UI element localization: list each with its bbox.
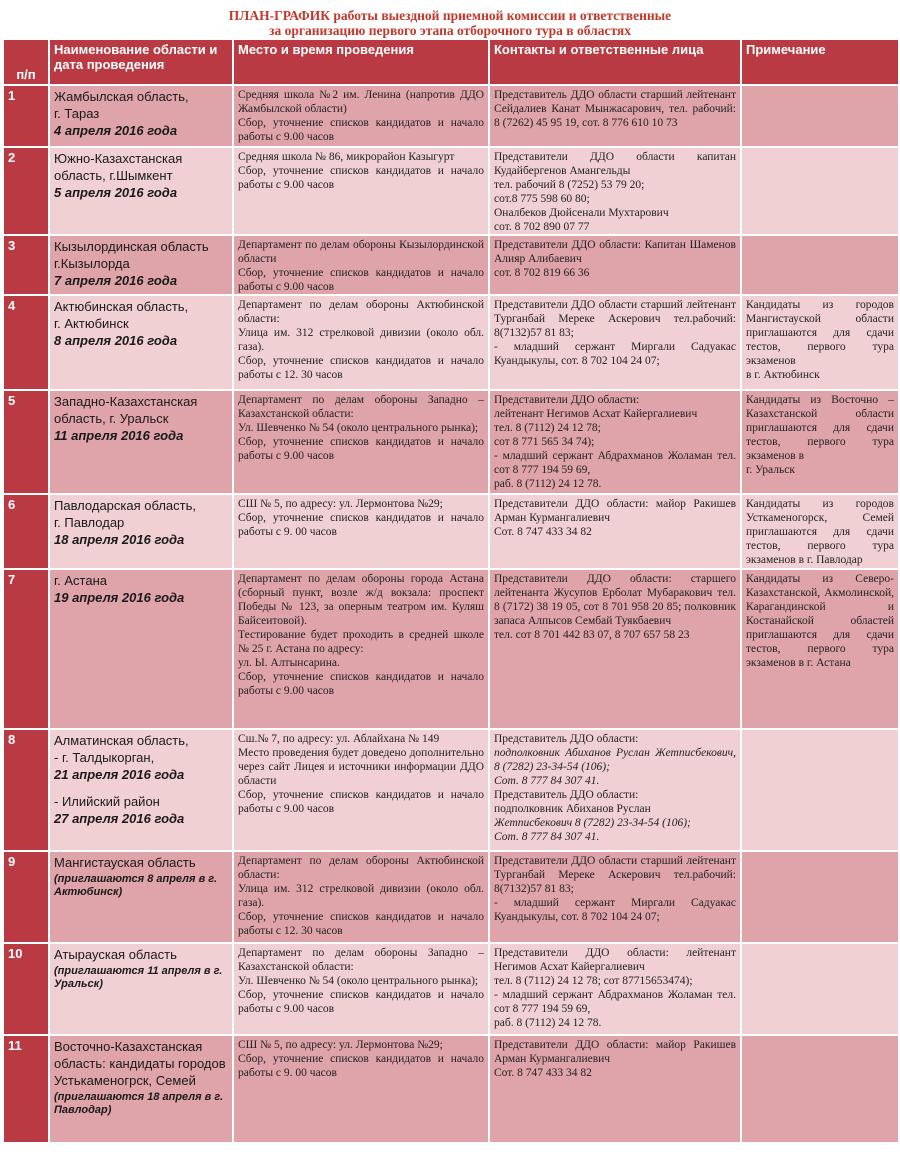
place-line: Департамент по делам обороны Актюбинской области: [238, 299, 484, 325]
contacts-cell [489, 147, 741, 235]
title-line-1: ПЛАН-ГРАФИК работы выездной приемной комиссии и ответственные [228, 8, 672, 23]
contacts-cell [489, 851, 741, 943]
place-cell [233, 851, 489, 943]
schedule-table [2, 38, 900, 1144]
region-name: Восточно-Казахстанская область: кандидаты городов Устькаменогрск, Семей [54, 1039, 226, 1088]
region-cell [49, 494, 233, 569]
note-line: Кандидаты из Восточно – Казахстанской области приглашаются для сдачи тестов, первого тура экзаменов в [746, 394, 894, 462]
contact-line: - младший сержант Абдрахманов Жоламан тел. сот 8 777 194 59 69, [494, 989, 736, 1015]
table-row [3, 943, 899, 1035]
region-cell [49, 295, 233, 390]
spacer [54, 783, 228, 793]
place-cell [233, 569, 489, 729]
place-cell [233, 390, 489, 494]
contact-line: Представители ДДО области: майор Ракишев Арман Курмангалиевич [494, 1039, 736, 1065]
region-cell [49, 569, 233, 729]
table-row [3, 851, 899, 943]
place-line: Сбор, уточнение списков кандидатов и начало работы с 9.00 часов [238, 436, 484, 462]
place-line: СШ № 5, по адресу: ул. Лермонтова №29; [238, 1039, 443, 1051]
note-cell [741, 235, 899, 295]
place-line: Департамент по делам обороны города Астана (сборный пункт, возле ж/д вокзала: проспект Победы № 123, за оперным театром им. Куляш Байсеитовой). [238, 573, 484, 627]
region-name: Мангистауская область [54, 855, 196, 870]
header-region: Наименование области и дата проведения [49, 39, 233, 85]
region-cell [49, 147, 233, 235]
contact-line: Жетписбекович 8 (7282) 23-34-54 (106); [494, 817, 691, 829]
contact-line: Сот. 8 747 433 34 82 [494, 1067, 592, 1079]
contact-line: Представители ДДО области: лейтенант Негимов Асхат Кайергалиевич [494, 947, 736, 973]
event-date: 7 апреля 2016 года [54, 273, 178, 288]
note-line: Кандидаты из Северо-Казахстанской, Акмолинской, Карагандинской и Костанайской областей приглашаются для сдачи тестов, первого тура экзаменов в г. Астана [746, 573, 894, 669]
contact-line: Представители ДДО области старший лейтенант Турганбай Мереке Аскерович тел.рабочий: 8(7132)57 81 83; [494, 299, 736, 339]
place-line: Сбор, уточнение списков кандидатов и начало работы с 9.00 часов [238, 789, 484, 815]
contact-line: сот.8 775 598 60 80; [494, 193, 590, 205]
place-cell [233, 1035, 489, 1143]
place-line: Сбор, уточнение списков кандидатов и начало работы с 9. 00 часов [238, 512, 484, 538]
place-line: Средняя школа №2 им. Ленина (напротив ДДО Жамбылской области) [238, 89, 484, 115]
contact-line: - младший сержант Миргали Садуакас Куандыкулы, сот. 8 702 104 24 07; [494, 341, 736, 367]
event-date: 5 апреля 2016 года [54, 185, 178, 200]
header-num: п/п [3, 39, 49, 85]
event-date: 8 апреля 2016 года [54, 333, 178, 348]
contacts-cell [489, 494, 741, 569]
table-row [3, 390, 899, 494]
contact-line: сот. 8 702 819 66 36 [494, 267, 590, 279]
event-date: 18 апреля 2016 года [54, 532, 185, 547]
invitation-note: (приглашаются 18 апреля в г. Павлодар) [54, 1091, 224, 1116]
region-name: Жамбылская область, [54, 89, 189, 104]
contact-line: Представитель ДДО области старший лейтенант Сейдалиев Канат Мынжасарович, тел. рабочий: 8 (7262) 45 95 19, сот. 8 776 610 10 73 [494, 89, 736, 129]
contacts-cell [489, 390, 741, 494]
place-line: Место проведения будет доведено дополнительно через сайт Лицея и источники информации ДДО области [238, 747, 484, 787]
place-line: ул. Ы. Алтынсарина. [238, 657, 340, 669]
row-number: 3 [3, 235, 49, 295]
place-cell [233, 295, 489, 390]
region-cell [49, 1035, 233, 1143]
place-line: Сбор, уточнение списков кандидатов и начало работы с 9. 00 часов [238, 1053, 484, 1079]
place-line: Департамент по делам обороны Актюбинской области: [238, 855, 484, 881]
region-name: г. Павлодар [54, 515, 125, 530]
table-row [3, 494, 899, 569]
note-cell [741, 1035, 899, 1143]
note-line: Кандидаты из городов Усткаменогорск, Семей приглашаются для сдачи тестов, первого тура экзаменов в г. Павлодар [746, 498, 894, 566]
contact-line: Представители ДДО области капитан Кудайбергенов Амангельды [494, 151, 736, 177]
row-number: 10 [3, 943, 49, 1035]
region-name: - Илийский район [54, 794, 160, 809]
place-line: Сбор, уточнение списков кандидатов и начало работы с 9.00 часов [238, 989, 484, 1015]
place-line: Улица им. 312 стрелковой дивизии (около обл. газа). [238, 883, 484, 909]
header-row [3, 39, 899, 85]
contact-line: - младший сержант Абдрахманов Жоламан тел. сот 8 777 194 59 69, [494, 450, 736, 476]
place-line: Департамент по делам обороны Кызылординской области [238, 239, 484, 265]
place-line: Сбор, уточнение списков кандидатов и начало работы с 12. 30 часов [238, 911, 484, 937]
table-row [3, 569, 899, 729]
table-row [3, 1035, 899, 1143]
contact-line: Представитель ДДО области: [494, 733, 639, 745]
place-line: Ул. Шевченко № 54 (около центрального рынка); [238, 975, 479, 987]
note-line: г. Уральск [746, 464, 795, 476]
contact-line: Сот. 8 777 84 307 41. [494, 775, 600, 787]
place-cell [233, 494, 489, 569]
contact-line: лейтенант Негимов Асхат Кайергалиевич [494, 408, 698, 420]
row-number: 6 [3, 494, 49, 569]
contacts-cell [489, 235, 741, 295]
region-cell [49, 943, 233, 1035]
place-line: Сбор, уточнение списков кандидатов и начало работы с 9.00 часов [238, 267, 484, 293]
contact-line: Представители ДДО области старший лейтенант Турганбай Мереке Аскерович тел.рабочий: 8(7132)57 81 83; [494, 855, 736, 895]
note-cell [741, 295, 899, 390]
schedule-body [3, 85, 899, 1143]
region-name: Атырауская область [54, 947, 177, 962]
contact-line: раб. 8 (7112) 24 12 78. [494, 478, 602, 490]
document-title [0, 0, 900, 38]
region-name: - г. Талдыкорган, [54, 750, 155, 765]
note-cell [741, 943, 899, 1035]
contact-line: тел. сот 8 701 442 83 07, 8 707 657 58 23 [494, 629, 690, 641]
place-line: Сбор, уточнение списков кандидатов и начало работы с 9.00 часов [238, 671, 484, 697]
contact-line: тел. рабочий 8 (7252) 53 79 20; [494, 179, 645, 191]
row-number: 7 [3, 569, 49, 729]
place-cell [233, 943, 489, 1035]
table-row [3, 235, 899, 295]
row-number: 8 [3, 729, 49, 851]
event-date: 11 апреля 2016 года [54, 428, 184, 443]
note-cell [741, 494, 899, 569]
region-name: Кызылординская область г.Кызылорда [54, 239, 209, 271]
row-number: 9 [3, 851, 49, 943]
contact-line: Оналбеков Дюйсенали Мухтарович [494, 207, 669, 219]
region-name: Западно-Казахстанская область, г. Уральск [54, 394, 198, 426]
place-cell [233, 147, 489, 235]
invitation-note: (приглашаются 8 апреля в г. Актюбинск) [54, 873, 218, 898]
contact-line: Представители ДДО области: майор Ракишев Арман Курмангалиевич [494, 498, 736, 524]
region-name: г. Астана [54, 573, 107, 588]
place-line: Тестирование будет проходить в средней школе № 25 г. Астана по адресу: [238, 629, 484, 655]
contact-line: подполковник Абиханов Руслан Жетписбекович, 8 (7282) 23-34-54 (106); [494, 747, 736, 773]
place-line: Средняя школа № 86, микрорайон Казыгурт [238, 151, 455, 163]
event-date: 21 апреля 2016 года [54, 767, 185, 782]
region-cell [49, 729, 233, 851]
contacts-cell [489, 1035, 741, 1143]
row-number: 1 [3, 85, 49, 147]
contact-line: - младший сержант Миргали Садуакас Куандыкулы, сот. 8 702 104 24 07; [494, 897, 736, 923]
place-line: Ул. Шевченко № 54 (около центрального рынка); [238, 422, 479, 434]
note-line: в г. Актюбинск [746, 369, 820, 381]
note-cell [741, 729, 899, 851]
place-line: Департамент по делам обороны Западно – Казахстанской области: [238, 394, 484, 420]
contact-line: тел. 8 (7112) 24 12 78; сот 87715653474); [494, 975, 693, 987]
region-name: Актюбинская область, [54, 299, 189, 314]
contacts-cell [489, 943, 741, 1035]
contact-line: Представители ДДО области: старшего лейтенанта Жусупов Ерболат Мубаракович тел. 8 (7172) 38 19 05, сот 8 701 958 20 85; полковник запаса Алпысов Сембай Туякбаевич [494, 573, 736, 627]
place-line: Сш.№ 7, по адресу: ул. Аблайхана № 149 [238, 733, 440, 745]
region-name: г. Актюбинск [54, 316, 129, 331]
note-cell [741, 851, 899, 943]
place-line: Сбор, уточнение списков кандидатов и начало работы с 12. 30 часов [238, 355, 484, 381]
contacts-cell [489, 569, 741, 729]
place-line: Улица им. 312 стрелковой дивизии (около обл. газа). [238, 327, 484, 353]
place-cell [233, 729, 489, 851]
contacts-cell [489, 85, 741, 147]
header-note: Примечание [741, 39, 899, 85]
event-date: 27 апреля 2016 года [54, 811, 185, 826]
region-cell [49, 235, 233, 295]
region-cell [49, 851, 233, 943]
place-line: СШ № 5, по адресу: ул. Лермонтова №29; [238, 498, 443, 510]
table-row [3, 729, 899, 851]
contact-line: Представители ДДО области: [494, 394, 640, 406]
contact-line: подполковник Абиханов Руслан [494, 803, 651, 815]
contact-line: раб. 8 (7112) 24 12 78. [494, 1017, 602, 1029]
header-contacts: Контакты и ответственные лица [489, 39, 741, 85]
row-number: 11 [3, 1035, 49, 1143]
place-cell [233, 85, 489, 147]
place-line: Сбор, уточнение списков кандидатов и начало работы с 9.00 часов [238, 165, 484, 191]
region-name: Южно-Казахстанская область, г.Шымкент [54, 151, 183, 183]
note-cell [741, 569, 899, 729]
region-name: Алматинская область, [54, 733, 189, 748]
region-cell [49, 390, 233, 494]
contact-line: Представители ДДО области: Капитан Шаменов Алияр Алибаевич [494, 239, 736, 265]
contact-line: Представитель ДДО области: [494, 789, 639, 801]
table-row [3, 85, 899, 147]
row-number: 5 [3, 390, 49, 494]
event-date: 4 апреля 2016 года [54, 123, 178, 138]
table-row [3, 295, 899, 390]
note-cell [741, 390, 899, 494]
note-line: Кандидаты из городов Мангистауской области приглашаются для сдачи тестов, первого тура экзаменов [746, 299, 894, 367]
region-name: г. Тараз [54, 106, 100, 121]
invitation-note: (приглашаются 11 апреля в г. Уральск) [54, 965, 223, 990]
note-cell [741, 85, 899, 147]
contacts-cell [489, 295, 741, 390]
title-line-2: за организацию первого этапа отборочного тура в областях [269, 23, 631, 38]
contact-line: сот. 8 702 890 07 77 [494, 221, 590, 233]
place-line: Департамент по делам обороны Западно – Казахстанской области: [238, 947, 484, 973]
table-row [3, 147, 899, 235]
row-number: 4 [3, 295, 49, 390]
row-number: 2 [3, 147, 49, 235]
header-place: Место и время проведения [233, 39, 489, 85]
contact-line: Сот. 8 747 433 34 82 [494, 526, 592, 538]
place-line: Сбор, уточнение списков кандидатов и начало работы с 9.00 часов [238, 117, 484, 143]
contacts-cell [489, 729, 741, 851]
region-name: Павлодарская область, [54, 498, 197, 513]
note-cell [741, 147, 899, 235]
event-date: 19 апреля 2016 года [54, 590, 185, 605]
contact-line: сот 8 771 565 34 74); [494, 436, 595, 448]
contact-line: Сот. 8 777 84 307 41. [494, 831, 600, 843]
contact-line: тел. 8 (7112) 24 12 78; [494, 422, 601, 434]
region-cell [49, 85, 233, 147]
place-cell [233, 235, 489, 295]
